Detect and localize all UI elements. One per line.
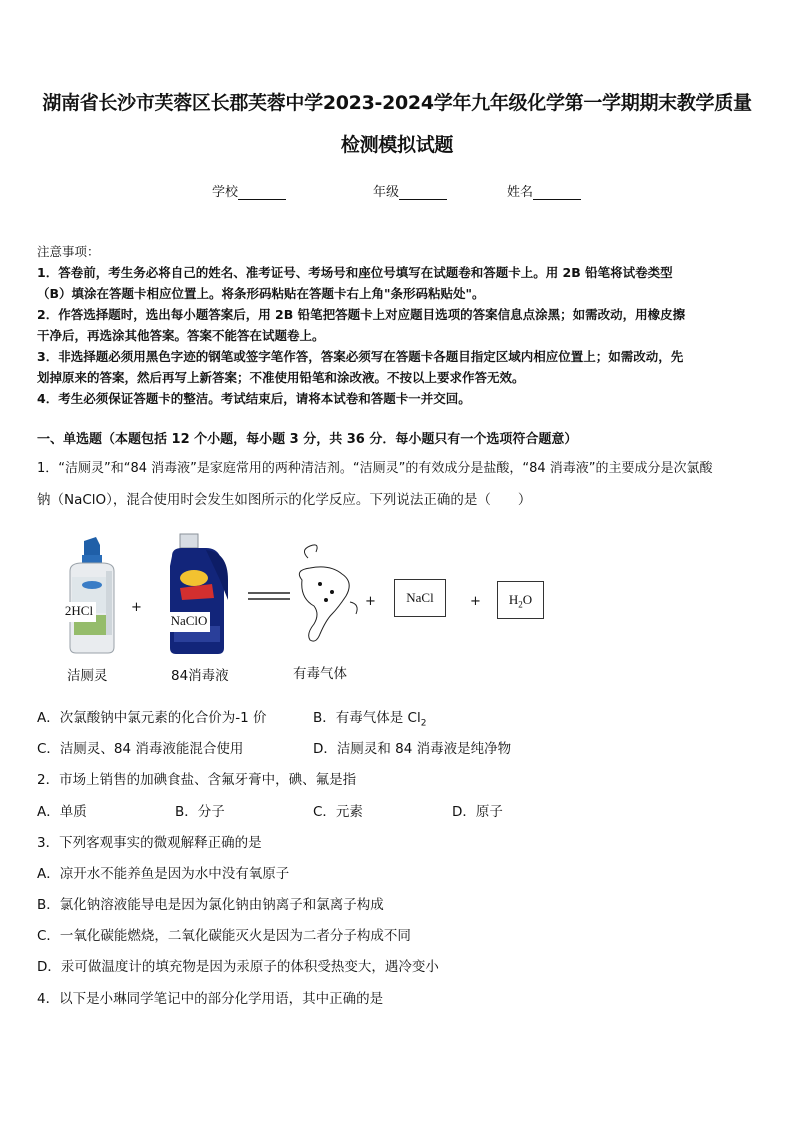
question-1-option-b[interactable]: [313, 706, 426, 729]
option-b-text: B．有毒气体是 Cl: [313, 710, 421, 726]
label-toxic-gas: 有毒气体: [293, 666, 347, 682]
product-water-box: [497, 581, 544, 619]
student-info-row: [0, 181, 794, 201]
notice-line: 干净后，再选涂其他答案。答案不能答在试题卷上。: [37, 328, 325, 343]
question-3-option-b[interactable]: B．氯化钠溶液能导电是因为氯化钠由钠离子和氯离子构成: [37, 897, 384, 913]
notice-line: 3．非选择题必须用黑色字迹的钢笔或签字笔作答，答案必须写在答题卡各题目指定区域内相应位置上；如需改动，先: [37, 349, 684, 364]
question-1-option-a[interactable]: A．次氯酸钠中氯元素的化合价为-1 价: [37, 710, 267, 726]
label-disinfectant: 84消毒液: [171, 668, 229, 684]
name-blank[interactable]: [533, 186, 581, 200]
plus-sign: +: [131, 600, 142, 615]
grade-label: 年级: [373, 185, 400, 200]
question-1-stem-line2: 钠（NaClO），混合使用时会发生如图所示的化学反应。下列说法正确的是（ ）: [37, 492, 532, 508]
name-label: 姓名: [507, 185, 534, 200]
toxic-gas-cloud-icon: [280, 540, 370, 660]
plus-sign: +: [470, 594, 481, 609]
notice-line: （B）填涂在答题卡相应位置上。将条形码粘贴在答题卡右上角"条形码粘贴处"。: [37, 286, 485, 301]
product-nacl-text: NaCl: [406, 590, 434, 605]
bottle1-formula-label: 2HCl: [62, 602, 96, 622]
page-title-line2: 检测模拟试题: [340, 134, 454, 156]
notice-heading: 注意事项：: [37, 244, 100, 259]
question-3-stem: 3．下列客观事实的微观解释正确的是: [37, 835, 262, 851]
notice-line: 4．考生必须保证答题卡的整洁。考试结束后，请将本试卷和答题卡一并交回。: [37, 391, 471, 406]
disinfectant-bottle-icon: [162, 530, 234, 655]
question-2-option-b[interactable]: B．分子: [175, 804, 225, 820]
reaction-figure: [40, 530, 560, 690]
grade-field[interactable]: [373, 181, 447, 200]
grade-blank[interactable]: [399, 186, 447, 200]
bottle2-formula-label: NaClO: [168, 612, 210, 632]
question-1-option-c[interactable]: C．洁厕灵、84 消毒液能混合使用: [37, 741, 244, 757]
question-2-option-a[interactable]: A．单质: [37, 804, 87, 820]
school-blank[interactable]: [238, 186, 286, 200]
question-4-stem: 4．以下是小琳同学笔记中的部分化学用语，其中正确的是: [37, 991, 384, 1007]
question-3-option-d[interactable]: D．汞可做温度计的填充物是因为汞原子的体积受热变大，遇冷变小: [37, 959, 439, 975]
plus-sign: +: [365, 594, 376, 609]
product-water-subscript: 2: [518, 599, 523, 610]
product-nacl-box: [394, 579, 446, 617]
option-b-subscript: 2: [420, 718, 427, 729]
question-3-option-a[interactable]: A．凉开水不能养鱼是因为水中没有氧原子: [37, 866, 290, 882]
school-label: 学校: [212, 185, 239, 200]
name-field[interactable]: [507, 181, 581, 200]
product-water-h: H: [508, 592, 519, 607]
question-1-option-d[interactable]: D．洁厕灵和 84 消毒液是纯净物: [313, 741, 512, 757]
notice-line: 2．作答选择题时，选出每小题答案后，用 2B 铅笔把答题卡上对应题目选项的答案信息点涂黑；如需改动，用橡皮擦: [37, 307, 686, 322]
notice-line: 划掉原来的答案，然后再写上新答案；不准使用铅笔和涂改液。不按以上要求作答无效。: [37, 370, 525, 385]
product-water-o: O: [522, 592, 533, 607]
question-3-option-c[interactable]: C．一氧化碳能燃烧，二氧化碳能灭火是因为二者分子构成不同: [37, 928, 411, 944]
question-2-stem: 2．市场上销售的加碘食盐、含氟牙膏中，碘、氟是指: [37, 772, 357, 788]
page-title-line1: 湖南省长沙市芙蓉区长郡芙蓉中学2023-2024学年九年级化学第一学期期末教学质量: [42, 92, 752, 114]
school-field[interactable]: [212, 181, 286, 200]
question-1-stem-line1: 1．“洁厕灵”和“84 消毒液”是家庭常用的两种清洁剂。“洁厕灵”的有效成分是盐酸，“84 消毒液”的主要成分是次氯酸: [37, 461, 713, 476]
question-2-option-d[interactable]: D．原子: [452, 804, 503, 820]
toilet-cleaner-bottle-icon: [56, 535, 128, 655]
notice-line: 1．答卷前，考生务必将自己的姓名、准考证号、考场号和座位号填写在试题卷和答题卡上。用 2B 铅笔将试卷类型: [37, 265, 673, 280]
label-toilet-cleaner: 洁厕灵: [67, 668, 108, 684]
section-heading: 一、单选题（本题包括 12 个小题，每小题 3 分，共 36 分．每小题只有一个选项符合题意）: [37, 432, 578, 447]
question-2-option-c[interactable]: C．元素: [313, 804, 363, 820]
